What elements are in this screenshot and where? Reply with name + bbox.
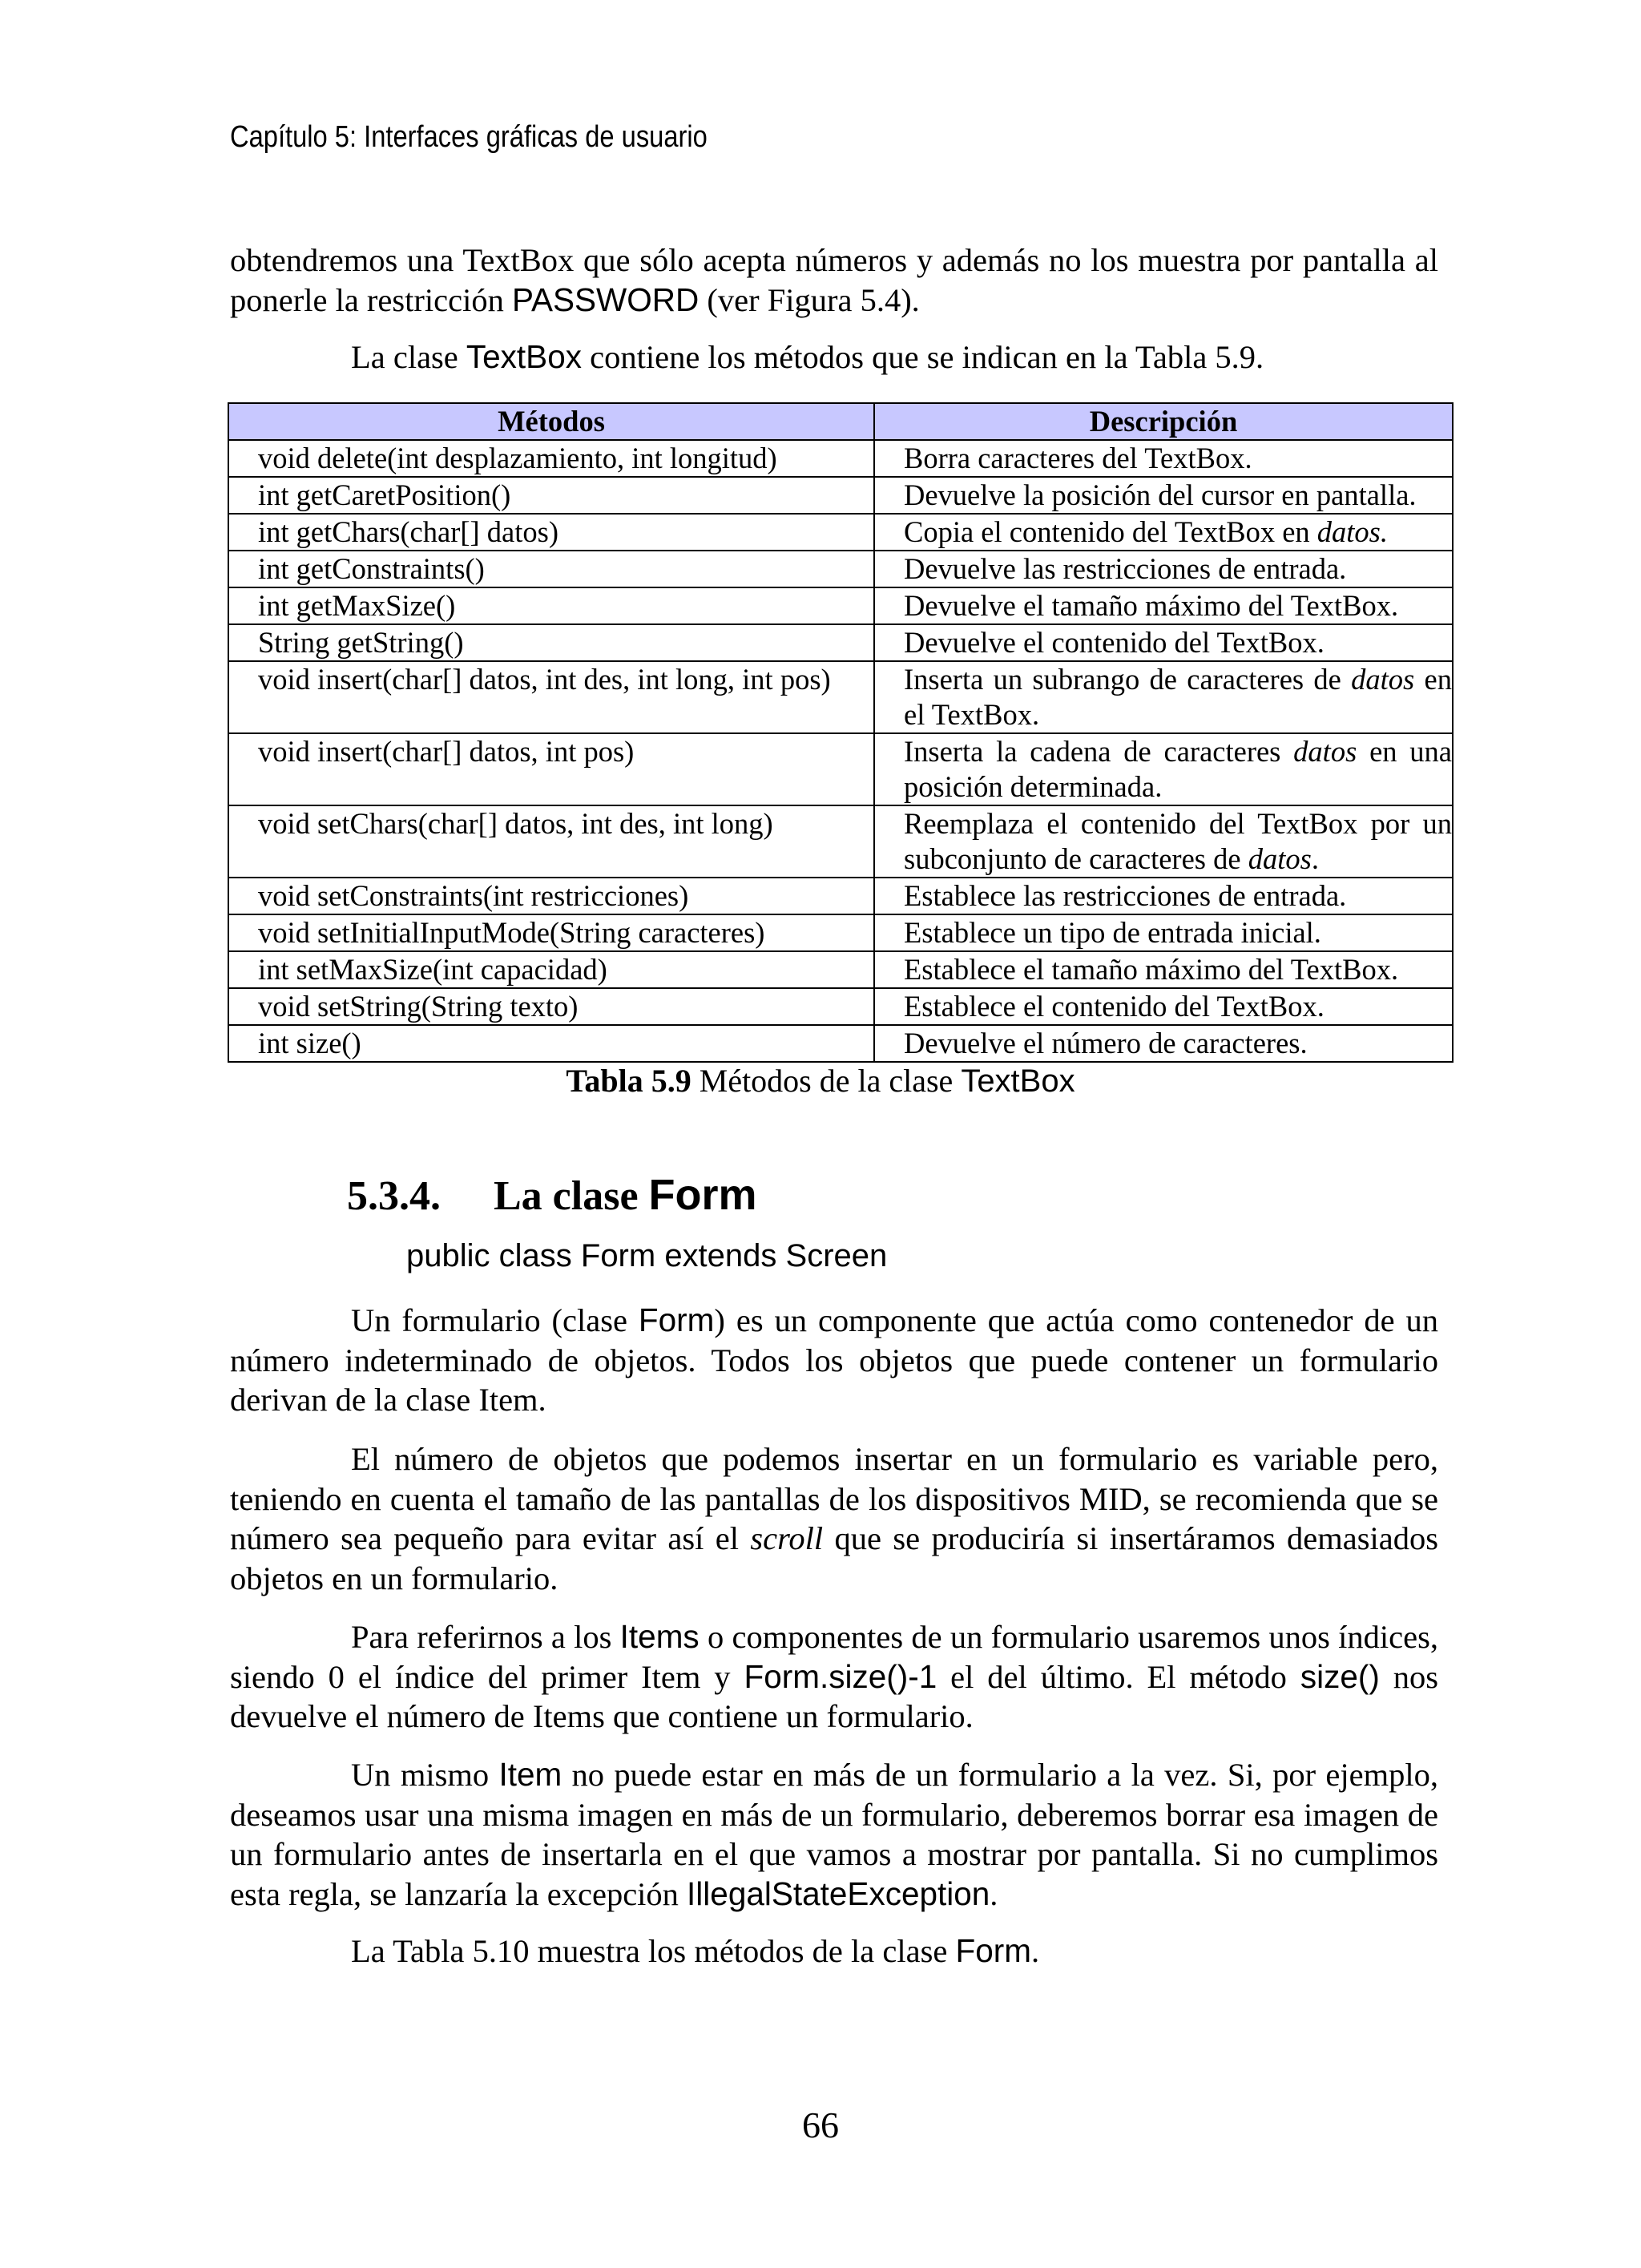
table-row xyxy=(228,477,1453,514)
table-caption xyxy=(0,1062,1641,1100)
caption-code: TextBox xyxy=(961,1063,1075,1099)
text-span: Un mismo xyxy=(351,1757,499,1793)
page-number: 66 xyxy=(802,2105,839,2145)
text-span: o componentes de un formulario usaremos unos índices, siendo 0 el índice del primer Item y xyxy=(230,1619,1438,1695)
description-cell: Establece un tipo de entrada inicial. xyxy=(874,914,1453,951)
text-span: obtendremos una TextBox que sólo acepta números y además no los muestra por pantalla al ponerle la restricción xyxy=(230,242,1438,318)
code-password: PASSWORD xyxy=(511,280,700,318)
section-heading xyxy=(347,1170,757,1220)
text-span: La Tabla 5.10 muestra los métodos de la clase xyxy=(351,1933,956,1969)
caption-text: Métodos de la clase xyxy=(691,1063,962,1099)
emphasis-datos: datos xyxy=(1248,842,1312,875)
text-span: en el TextBox. xyxy=(904,663,1453,731)
text-span: La clase xyxy=(351,339,466,375)
emphasis-datos: datos xyxy=(1351,663,1415,696)
body-paragraph-1 xyxy=(230,1301,1438,1420)
text-span: El número de objetos que podemos insertar en un formulario es variable pero, teniendo en cuenta el tamaño de las pantallas de los dispositivos MID, se recomienda que se número sea pequeño para evitar así el xyxy=(230,1441,1438,1556)
table-row xyxy=(228,733,1453,805)
methods-table xyxy=(228,402,1454,1063)
text-span: Inserta un subrango de caracteres de xyxy=(904,663,1352,696)
code-size: size() xyxy=(1300,1657,1380,1695)
body-paragraph-5 xyxy=(230,1931,1438,1971)
text-span: nos devuelve el número de Items que contiene un formulario. xyxy=(230,1658,1439,1734)
description-cell xyxy=(874,661,1453,733)
code-exception: IllegalStateException xyxy=(687,1875,990,1912)
code-item: Item xyxy=(498,1756,562,1793)
method-cell: int setMaxSize(int capacidad) xyxy=(228,951,874,988)
body-paragraph-2 xyxy=(230,1439,1438,1598)
method-cell: void setString(String texto) xyxy=(228,988,874,1025)
description-cell: Establece el contenido del TextBox. xyxy=(874,988,1453,1025)
table-header-row xyxy=(228,403,1453,440)
section-number: 5.3.4. xyxy=(347,1173,441,1219)
description-cell xyxy=(874,733,1453,805)
description-cell: Devuelve las restricciones de entrada. xyxy=(874,551,1453,587)
body-paragraph-3 xyxy=(230,1617,1438,1737)
description-cell xyxy=(874,514,1453,551)
signature-parent: Screen xyxy=(776,1238,888,1273)
text-span: ) es un componente que actúa como contenedor de un número indeterminado de objetos. Todos los objetos que puede contener un formulario derivan de la clase Item. xyxy=(230,1302,1438,1418)
description-cell: Devuelve el contenido del TextBox. xyxy=(874,624,1453,661)
text-span: Para referirnos a los xyxy=(351,1619,620,1655)
section-title-code: Form xyxy=(648,1171,757,1219)
text-span: que se produciría si insertáramos demasiados objetos en un formulario. xyxy=(230,1520,1438,1596)
table-row xyxy=(228,988,1453,1025)
method-cell: int size() xyxy=(228,1025,874,1062)
text-span: (ver Figura 5.4). xyxy=(699,281,920,318)
code-items: Items xyxy=(619,1618,700,1655)
method-cell: void setChars(char[] datos, int des, int long) xyxy=(228,805,874,878)
method-cell: void delete(int desplazamiento, int longitud) xyxy=(228,440,874,477)
text-span: en una posición determinada. xyxy=(904,735,1452,803)
text-span: . xyxy=(1030,1933,1040,1969)
table-row xyxy=(228,624,1453,661)
table-row xyxy=(228,951,1453,988)
description-cell: Devuelve la posición del cursor en pantalla. xyxy=(874,477,1453,514)
text-span: Copia el contenido del TextBox en xyxy=(904,515,1317,548)
text-span: el del último. El método xyxy=(937,1658,1300,1695)
table-row xyxy=(228,805,1453,878)
table-row xyxy=(228,551,1453,587)
header-description: Descripción xyxy=(874,403,1453,440)
header-methods: Métodos xyxy=(228,403,874,440)
table-row xyxy=(228,878,1453,914)
text-span: contiene los métodos que se indican en la Tabla 5.9. xyxy=(581,339,1264,375)
text-span: . xyxy=(1311,842,1319,875)
method-cell: void insert(char[] datos, int pos) xyxy=(228,733,874,805)
method-cell: int getCaretPosition() xyxy=(228,477,874,514)
method-cell: void setConstraints(int restricciones) xyxy=(228,878,874,914)
table-row xyxy=(228,514,1453,551)
method-cell: void setInitialInputMode(String caracteres) xyxy=(228,914,874,951)
running-header: Capítulo 5: Interfaces gráficas de usuario xyxy=(230,120,708,154)
emphasis-scroll: scroll xyxy=(750,1520,824,1556)
section-title: La clase xyxy=(494,1173,649,1219)
signature-class-name: Form xyxy=(571,1238,665,1273)
emphasis-datos: datos. xyxy=(1316,515,1389,548)
text-span: Inserta la cadena de caracteres xyxy=(904,735,1294,768)
methods-table-container xyxy=(228,402,1454,1063)
method-cell: String getString() xyxy=(228,624,874,661)
description-cell: Borra caracteres del TextBox. xyxy=(874,440,1453,477)
method-cell: int getChars(char[] datos) xyxy=(228,514,874,551)
method-cell: int getMaxSize() xyxy=(228,587,874,624)
method-cell: int getConstraints() xyxy=(228,551,874,587)
description-cell: Establece el tamaño máximo del TextBox. xyxy=(874,951,1453,988)
table-row xyxy=(228,1025,1453,1062)
body-paragraph-4 xyxy=(230,1755,1438,1914)
intro-paragraph-2 xyxy=(230,337,1438,377)
code-form-size: Form.size()-1 xyxy=(744,1657,937,1695)
signature-keyword: public class xyxy=(406,1238,572,1273)
emphasis-datos: datos xyxy=(1293,735,1357,768)
table-row xyxy=(228,440,1453,477)
description-cell: Establece las restricciones de entrada. xyxy=(874,878,1453,914)
code-form: Form xyxy=(955,1932,1031,1969)
table-row xyxy=(228,661,1453,733)
description-cell: Devuelve el tamaño máximo del TextBox. xyxy=(874,587,1453,624)
table-row xyxy=(228,587,1453,624)
text-span: . xyxy=(990,1875,998,1912)
caption-label: Tabla 5.9 xyxy=(566,1063,691,1099)
code-form: Form xyxy=(638,1301,715,1338)
description-cell: Devuelve el número de caracteres. xyxy=(874,1025,1453,1062)
text-span: Reemplaza el contenido del TextBox por un subconjunto de caracteres de xyxy=(904,807,1452,875)
class-signature xyxy=(406,1238,887,1274)
intro-paragraph-1 xyxy=(230,240,1438,320)
description-cell xyxy=(874,805,1453,878)
table-row xyxy=(228,914,1453,951)
signature-keyword: extends xyxy=(664,1238,777,1273)
text-span: Un formulario (clase xyxy=(351,1302,639,1338)
method-cell: void insert(char[] datos, int des, int long, int pos) xyxy=(228,661,874,733)
text-span: no puede estar en más de un formulario a la vez. Si, por ejemplo, deseamos usar una misma imagen en más de un formulario, deberemos borrar esa imagen de un formulario antes de insertarla en el que vamos a mostrar por pantalla. Si no cumplimos esta regla, se lanzaría la excepción xyxy=(230,1757,1439,1912)
code-textbox: TextBox xyxy=(466,338,582,375)
